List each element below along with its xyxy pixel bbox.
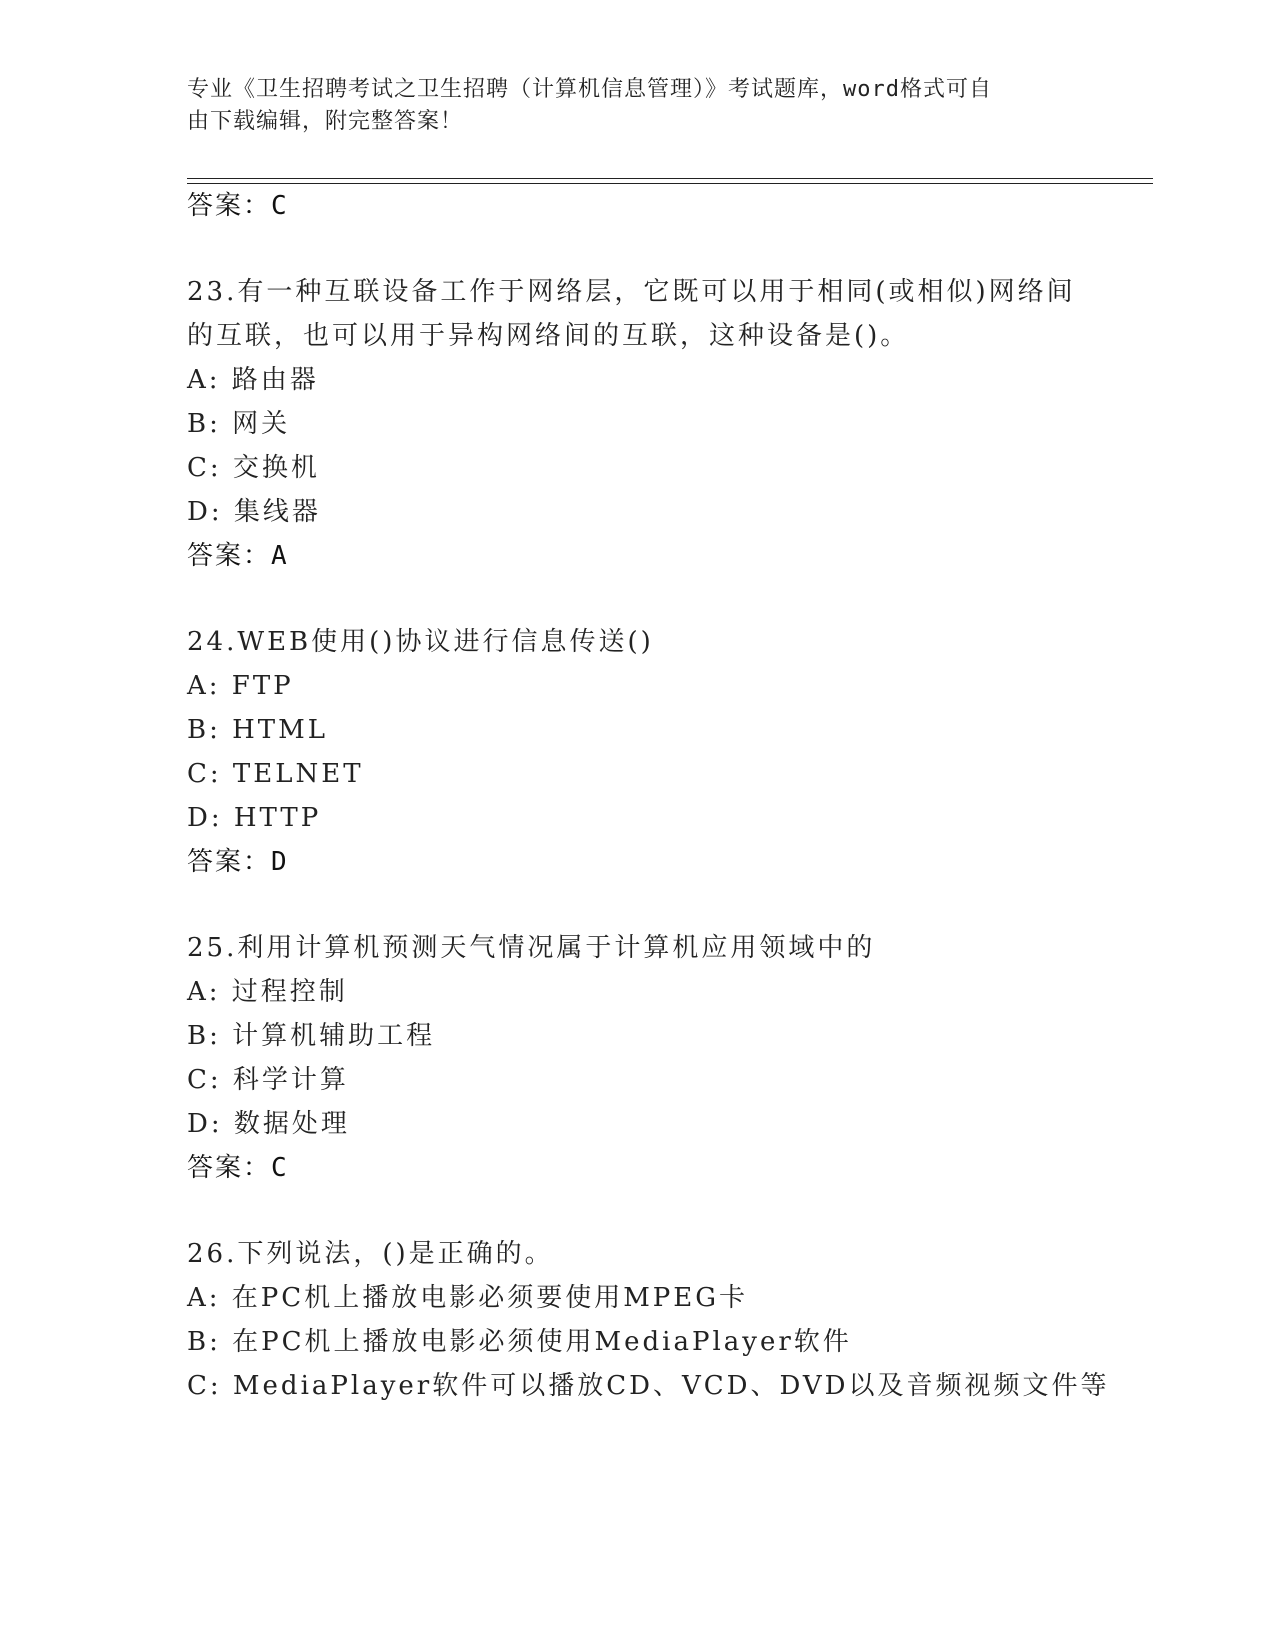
option-d: D: HTTP (187, 803, 322, 833)
option-c: C: 交换机 (187, 453, 320, 483)
option-b: B: 在PC机上播放电影必须使用MediaPlayer软件 (187, 1327, 852, 1357)
answer-line: 答案：C (187, 191, 289, 221)
option-a: A: FTP (187, 671, 294, 701)
question-stem: 25.利用计算机预测天气情况属于计算机应用领域中的 (187, 933, 876, 963)
question-stem: 23.有一种互联设备工作于网络层，它既可以用于相同(或相似)网络间 (187, 277, 1076, 307)
option-c: C: TELNET (187, 759, 364, 789)
option-a: A: 过程控制 (187, 977, 348, 1007)
option-c: C: 科学计算 (187, 1065, 349, 1095)
option-b: B: HTML (187, 715, 329, 745)
option-a: A: 路由器 (187, 365, 319, 395)
option-d: D: 数据处理 (187, 1109, 350, 1139)
header-line-1: 专业《卫生招聘考试之卫生招聘（计算机信息管理）》考试题库，word格式可自 (187, 77, 992, 102)
header-rule-bottom (187, 183, 1153, 184)
answer-line: 答案：D (187, 847, 289, 877)
question-stem: 26.下列说法，()是正确的。 (187, 1239, 554, 1269)
document-header (187, 74, 1067, 138)
header-rule-top (187, 178, 1153, 179)
option-b: B: 网关 (187, 409, 291, 439)
option-c: C: MediaPlayer软件可以播放CD、VCD、DVD以及音频视频文件等 (187, 1371, 1110, 1401)
answer-line: 答案：C (187, 1153, 289, 1183)
option-a: A: 在PC机上播放电影必须要使用MPEG卡 (187, 1283, 749, 1313)
question-stem: 24.WEB使用()协议进行信息传送() (187, 627, 654, 657)
answer-line: 答案：A (187, 541, 289, 571)
header-line-2: 由下载编辑，附完整答案！ (187, 109, 464, 134)
option-b: B: 计算机辅助工程 (187, 1021, 436, 1051)
option-d: D: 集线器 (187, 497, 321, 527)
question-stem: 的互联，也可以用于异构网络间的互联，这种设备是()。 (187, 321, 910, 351)
